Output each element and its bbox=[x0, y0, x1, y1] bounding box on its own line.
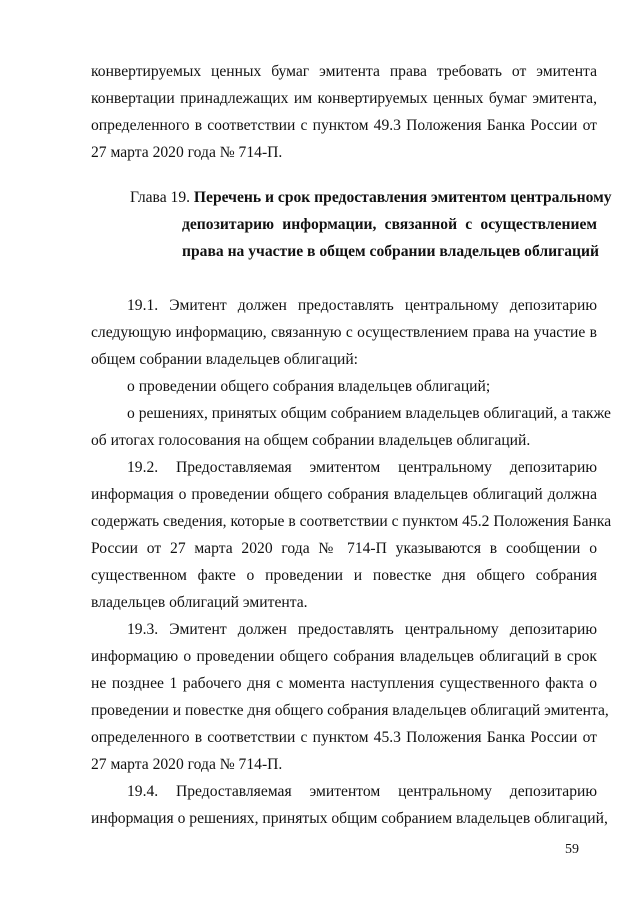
paragraph-19-1-line: следующую информацию, связанную с осуществлением права на участие в bbox=[91, 324, 597, 341]
text-line: определенного в соответствии с пунктом 49.3 Положения Банка России от bbox=[91, 117, 597, 134]
paragraph-19-2-line: содержать сведения, которые в соответствии с пунктом 45.2 Положения Банка bbox=[91, 513, 612, 530]
chapter-label: Глава 19. bbox=[130, 189, 191, 206]
paragraph-19-1-line: общем собрании владельцев облигаций: bbox=[91, 351, 359, 368]
paragraph-19-4-line: 19.4. Предоставляемая эмитентом центральному депозитарию bbox=[127, 783, 597, 800]
paragraph-19-3-line: 19.3. Эмитент должен предоставлять центральному депозитарию bbox=[127, 621, 597, 638]
paragraph-19-1-line: об итогах голосования на общем собрании владельцев облигаций. bbox=[91, 432, 531, 449]
chapter-heading bbox=[130, 189, 612, 207]
paragraph-19-2-line: России от 27 марта 2020 года № 714-П указываются в сообщении о bbox=[91, 540, 597, 557]
paragraph-19-2-line: существенном факте о проведении и повестке дня общего собрания bbox=[91, 567, 597, 584]
paragraph-19-3-line: 27 марта 2020 года № 714-П. bbox=[91, 756, 283, 773]
paragraph-19-1-line: о решениях, принятых общим собранием владельцев облигаций, а также bbox=[127, 405, 611, 422]
paragraph-19-4-line: информация о решениях, принятых общим собранием владельцев облигаций, bbox=[91, 810, 608, 827]
paragraph-19-3-line: определенного в соответствии с пунктом 45.3 Положения Банка России от bbox=[91, 729, 597, 746]
text-line: конвертируемых ценных бумаг эмитента права требовать от эмитента bbox=[91, 63, 597, 80]
chapter-title-line-2: депозитарию информации, связанной с осуществлением bbox=[182, 216, 597, 233]
paragraph-19-3-line: информацию о проведении общего собрания владельцев облигаций в срок bbox=[91, 648, 597, 665]
paragraph-19-3-line: проведении и повестке дня общего собрания владельцев облигаций эмитента, bbox=[91, 702, 609, 719]
text-line: 27 марта 2020 года № 714-П. bbox=[91, 144, 283, 161]
chapter-title-line-1: Перечень и срок предоставления эмитентом центральному bbox=[193, 189, 612, 206]
page-number: 59 bbox=[565, 842, 579, 857]
text-line: конвертации принадлежащих им конвертируемых ценных бумаг эмитента, bbox=[91, 90, 597, 107]
paragraph-19-1-line: 19.1. Эмитент должен предоставлять центральному депозитарию bbox=[127, 297, 597, 314]
paragraph-19-2-line: владельцев облигаций эмитента. bbox=[91, 594, 308, 611]
paragraph-19-2-line: 19.2. Предоставляемая эмитентом центральному депозитарию bbox=[127, 459, 597, 476]
chapter-title-line-3: права на участие в общем собрании владельцев облигаций bbox=[182, 243, 599, 260]
paragraph-19-1-line: о проведении общего собрания владельцев облигаций; bbox=[127, 378, 491, 395]
paragraph-19-2-line: информация о проведении общего собрания владельцев облигаций должна bbox=[91, 486, 597, 503]
paragraph-19-3-line: не позднее 1 рабочего дня с момента наступления существенного факта о bbox=[91, 675, 597, 692]
